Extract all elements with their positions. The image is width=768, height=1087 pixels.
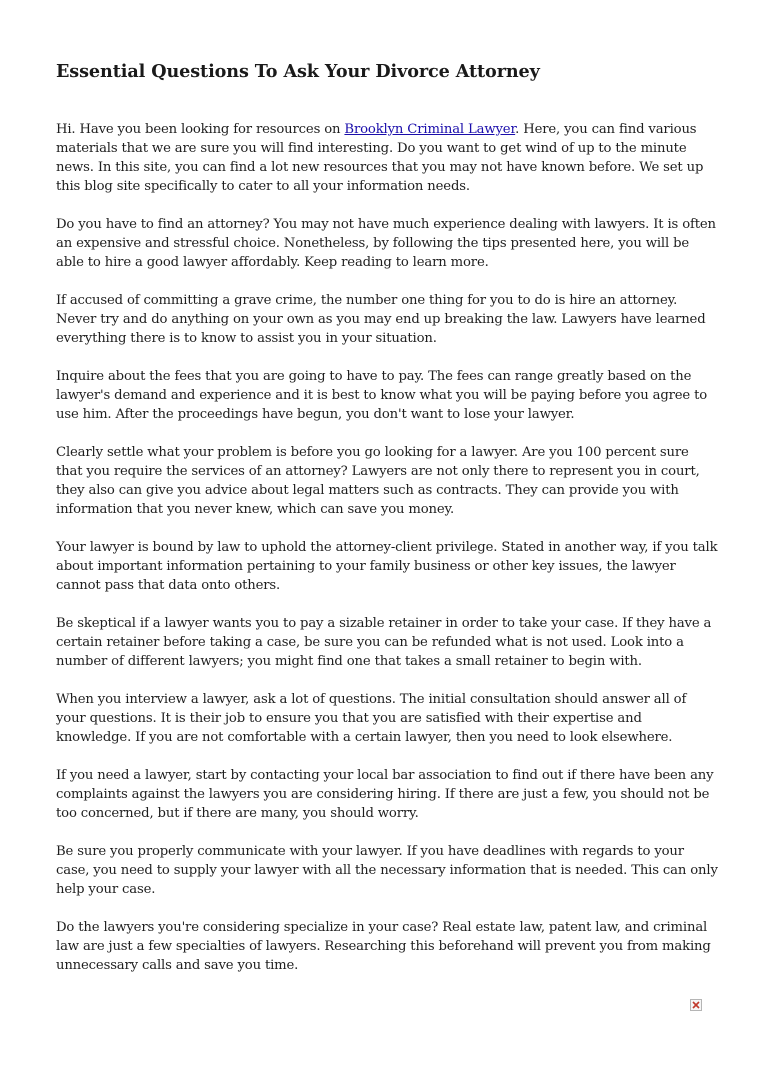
- broken-image-icon: [690, 999, 702, 1011]
- paragraph-1: Do you have to find an attorney? You may not have much experience dealing with lawyers. It is often an expensive and stressful choice. Nonetheless, by following the tips presented here, you will be able to hire a good lawyer affordably. Keep reading to learn more.: [56, 217, 716, 270]
- intro-text-after-link: . Here, you can find various materials that we are sure you will find interesting. Do you want to get wind of up to the minute news. In this site, you can find a lot new resources that you may not have known before. We set up this blog site specifically to cater to all your information needs.: [56, 122, 704, 194]
- paragraph-6: Be skeptical if a lawyer wants you to pay a sizable retainer in order to take your case. If they have a certain retainer before taking a case, be sure you can be refunded what is not used. Look into a number of different lawyers; you might find one that takes a small retainer to begin with.: [56, 616, 712, 669]
- paragraph-2: If accused of committing a grave crime, the number one thing for you to do is hire an attorney. Never try and do anything on your own as you may end up breaking the law. Lawyers have learned everything there is to know to assist you in your situation.: [56, 293, 706, 346]
- paragraph-9: Be sure you properly communicate with your lawyer. If you have deadlines with regards to your case, you need to supply your lawyer with all the necessary information that is needed. This can only help your case.: [56, 844, 718, 897]
- document-title: Essential Questions To Ask Your Divorce Attorney: [56, 61, 540, 82]
- paragraph-8: If you need a lawyer, start by contacting your local bar association to find out if there have been any complaints against the lawyers you are considering hiring. If there are just a few, you should not be too concerned, but if there are many, you should worry.: [56, 768, 714, 821]
- paragraph-5: Your lawyer is bound by law to uphold the attorney-client privilege. Stated in another way, if you talk about important information pertaining to your family business or other key issues, the lawyer cannot pass that data onto others.: [56, 540, 718, 593]
- broken-image-cross-icon: [692, 1001, 700, 1009]
- brooklyn-criminal-lawyer-link[interactable]: Brooklyn Criminal Lawyer: [344, 122, 516, 137]
- paragraph-7: When you interview a lawyer, ask a lot of questions. The initial consultation should answer all of your questions. It is their job to ensure you that you are satisfied with their expertise and knowledge. If you are not comfortable with a certain lawyer, then you need to look elsewhere.: [56, 692, 687, 745]
- paragraph-10: Do the lawyers you're considering specialize in your case? Real estate law, patent law, and criminal law are just a few specialties of lawyers. Researching this beforehand will prevent you from making unnecessary calls and save you time.: [56, 920, 711, 973]
- paragraph-4: Clearly settle what your problem is before you go looking for a lawyer. Are you 100 percent sure that you require the services of an attorney? Lawyers are not only there to represent you in court, they also can give you advice about legal matters such as contracts. They can provide you with information that you never knew, which can save you money.: [56, 445, 700, 517]
- document-page: [56, 58, 718, 994]
- intro-paragraph: [56, 120, 718, 196]
- intro-text-before-link: Hi. Have you been looking for resources on: [56, 122, 345, 137]
- paragraph-3: Inquire about the fees that you are going to have to pay. The fees can range greatly based on the lawyer's demand and experience and it is best to know what you will be paying before you agree to use him. After the proceedings have begun, you don't want to lose your lawyer.: [56, 369, 708, 422]
